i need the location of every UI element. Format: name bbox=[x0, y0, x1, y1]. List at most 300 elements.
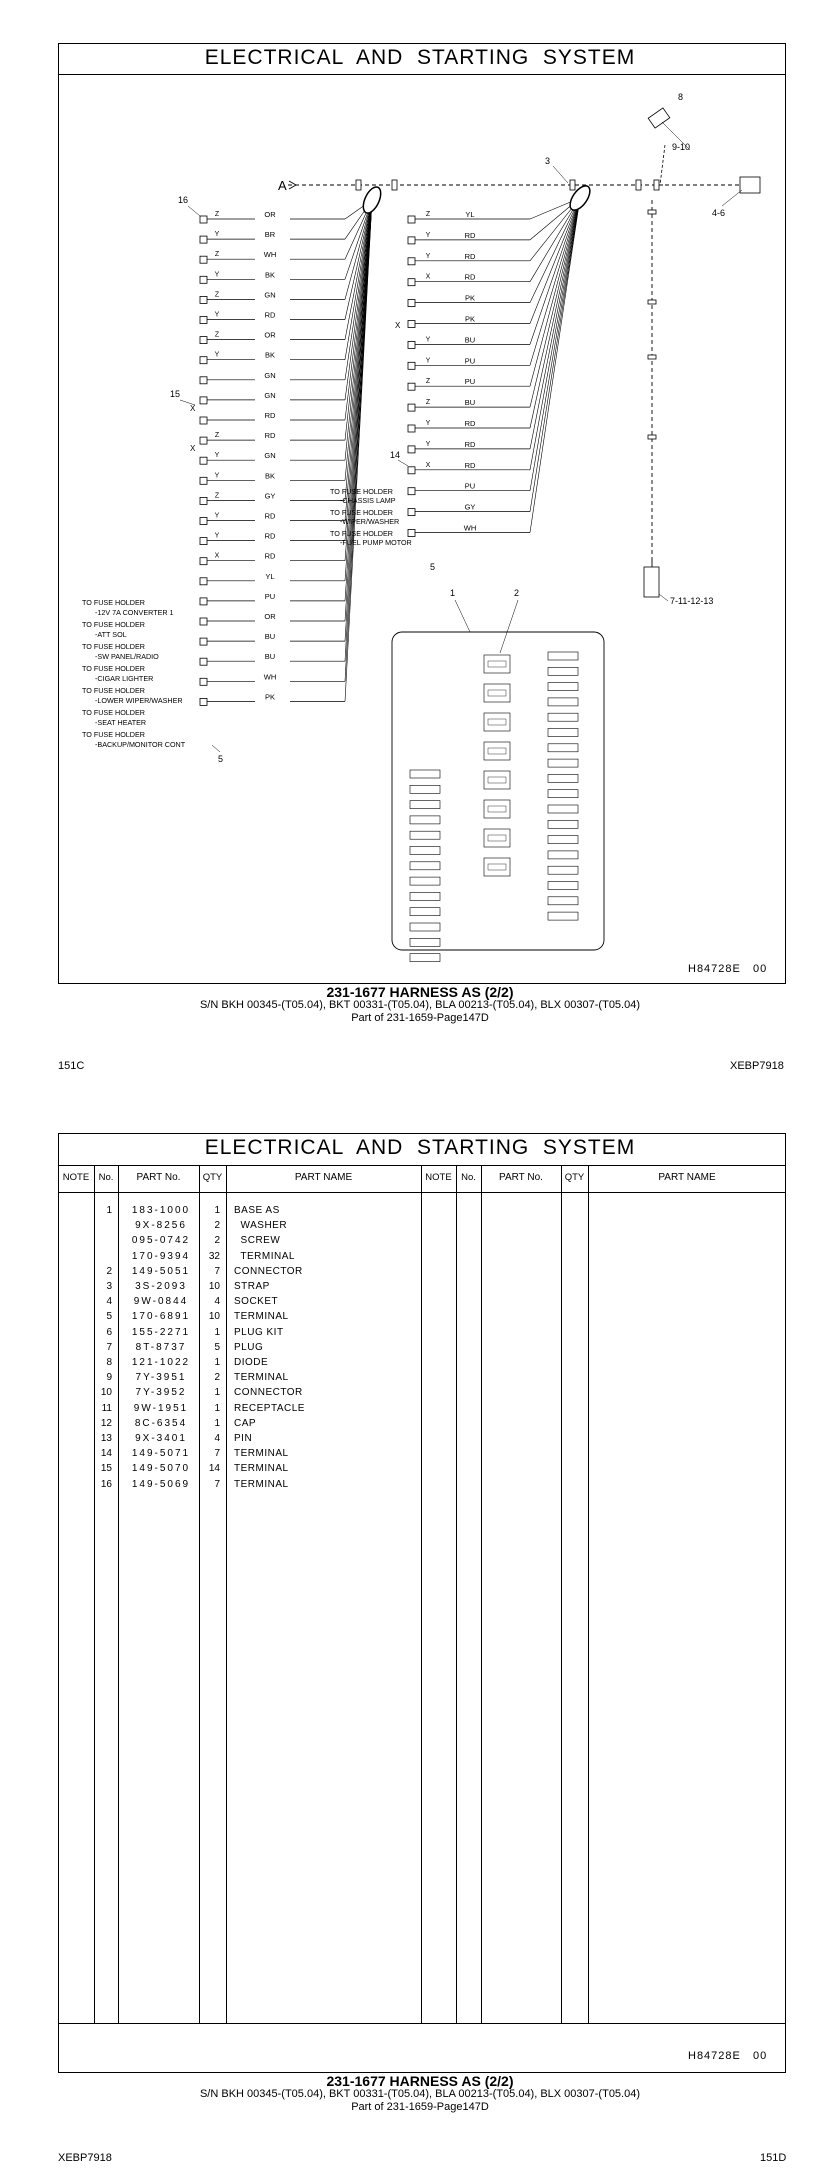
item-number: 9 bbox=[106, 1372, 112, 1384]
connector-type: Y bbox=[214, 311, 220, 319]
header-qty-2: QTY bbox=[564, 1172, 585, 1183]
parts-caption-part-of: Part of 231-1659-Page147D bbox=[351, 2101, 489, 2113]
wire-fan bbox=[530, 198, 580, 470]
wire-color-code: PU bbox=[464, 377, 476, 387]
part-number: 9X-8256 bbox=[135, 1220, 187, 1232]
plug-connector-7 bbox=[644, 567, 659, 597]
part-name: TERMINAL bbox=[234, 1463, 289, 1475]
terminal-connector bbox=[200, 437, 207, 444]
header-note-2: NOTE bbox=[425, 1172, 452, 1183]
terminal-connector bbox=[408, 237, 415, 244]
part-name: DIODE bbox=[234, 1357, 269, 1368]
strap-clip bbox=[356, 180, 361, 190]
wire-color-code: PU bbox=[464, 356, 476, 366]
wire-color-code: BU bbox=[464, 398, 476, 408]
part-name: TERMINAL bbox=[234, 1478, 289, 1490]
fuse-holder-label: -FUEL PUMP MOTOR bbox=[340, 538, 412, 547]
title-divider-2 bbox=[58, 1165, 786, 1166]
terminal-connector bbox=[200, 658, 207, 665]
connector-type: Y bbox=[214, 512, 220, 520]
wire-color-code: RD bbox=[264, 431, 276, 441]
connector-type: Y bbox=[425, 231, 431, 239]
quantity: 2 bbox=[214, 1235, 220, 1247]
fuse bbox=[410, 954, 440, 962]
fuse-slot bbox=[488, 806, 506, 812]
wire-color-code: OR bbox=[264, 612, 276, 621]
part-name: TERMINAL bbox=[234, 1448, 289, 1460]
quantity: 7 bbox=[214, 1448, 220, 1460]
fuse bbox=[548, 683, 578, 691]
wire-color-code: PU bbox=[264, 591, 276, 601]
item-number: 6 bbox=[106, 1326, 112, 1338]
fuse bbox=[410, 908, 440, 916]
quantity: 1 bbox=[214, 1326, 220, 1338]
connector-type: Y bbox=[214, 351, 220, 359]
fuse-slot bbox=[488, 690, 506, 696]
strap-clip bbox=[648, 355, 656, 359]
wire-color-code: PK bbox=[464, 314, 476, 324]
caption-part-of: Part of 231-1659-Page147D bbox=[351, 1012, 489, 1024]
diode-lead bbox=[660, 145, 665, 185]
callout-5-mid: 5 bbox=[430, 562, 436, 572]
fuse bbox=[548, 744, 578, 752]
terminal-connector bbox=[408, 425, 415, 432]
part-number: 9X-3401 bbox=[135, 1433, 187, 1444]
callout-16: 16 bbox=[178, 195, 189, 205]
caption-block bbox=[0, 986, 840, 1025]
wire-bundle bbox=[360, 184, 385, 215]
terminal-connector bbox=[200, 397, 207, 404]
fuse-holder-label: TO FUSE HOLDER bbox=[82, 730, 145, 739]
fuse-holder-label: TO FUSE HOLDER bbox=[82, 598, 145, 607]
fuse-holder-label: -CHASSIS LAMP bbox=[340, 496, 396, 505]
fuse-holder-label: -12V 7A CONVERTER 1 bbox=[95, 608, 174, 617]
wire-color-code: RD bbox=[264, 531, 276, 541]
connector-type: Y bbox=[214, 271, 220, 279]
fuse-slot bbox=[488, 719, 506, 725]
connector-type: X bbox=[425, 273, 431, 281]
part-number: 149-5051 bbox=[131, 1265, 191, 1277]
fuse-holder-label: -CIGAR LIGHTER bbox=[95, 674, 154, 683]
wire-color-code: YL bbox=[265, 571, 275, 581]
wire-color-code: PU bbox=[464, 481, 476, 491]
fuse-slot bbox=[488, 748, 506, 754]
col-line bbox=[456, 1165, 457, 2023]
col-line bbox=[561, 1165, 562, 2023]
fuse-holder-label: -BACKUP/MONITOR CONT bbox=[95, 740, 186, 749]
wire-fan bbox=[530, 198, 580, 512]
fuse bbox=[410, 801, 440, 809]
callout-5-left: 5 bbox=[218, 754, 224, 764]
strap-clip bbox=[648, 210, 656, 214]
fuse bbox=[548, 729, 578, 737]
quantity: 10 bbox=[208, 1281, 220, 1292]
wire-color-code: GN bbox=[264, 390, 276, 400]
fuse-holder-label: TO FUSE HOLDER bbox=[82, 686, 145, 695]
page-title: ELECTRICAL AND STARTING SYSTEM bbox=[204, 46, 636, 69]
terminal-connector bbox=[200, 276, 207, 283]
quantity: 7 bbox=[214, 1265, 220, 1277]
callout-8: 8 bbox=[678, 92, 684, 102]
strap-clip bbox=[648, 300, 656, 304]
terminal-connector bbox=[200, 638, 207, 645]
quantity: 32 bbox=[208, 1250, 220, 1262]
quantity: 10 bbox=[208, 1311, 220, 1323]
callout-3: 3 bbox=[545, 156, 551, 166]
terminal-connector bbox=[200, 618, 207, 625]
wire-color-code: BK bbox=[264, 471, 276, 481]
parts-page-title: ELECTRICAL AND STARTING SYSTEM bbox=[204, 1136, 636, 1159]
fuse bbox=[548, 805, 578, 813]
part-number: 170-9394 bbox=[131, 1250, 191, 1262]
connector-type: Z bbox=[214, 331, 220, 339]
fuse bbox=[548, 652, 578, 660]
connector-x-label: X bbox=[190, 444, 196, 453]
leader bbox=[455, 600, 470, 632]
terminal-connector bbox=[408, 383, 415, 390]
parts-caption-serials: S/N BKH 00345-(T05.04), BKT 00331-(T05.04), BLA 00213-(T05.04), BLX 00307-(T05.04) bbox=[199, 2088, 641, 2100]
terminal-connector bbox=[200, 558, 207, 565]
part-number: 8C-6354 bbox=[134, 1417, 188, 1429]
leader bbox=[553, 166, 568, 183]
connector-type: X bbox=[425, 461, 431, 469]
connector-type: Y bbox=[214, 452, 220, 460]
terminal-connector bbox=[200, 377, 207, 384]
parts-caption-block bbox=[0, 2075, 840, 2114]
fuse-holder-label: -LOWER WIPER/WASHER bbox=[95, 696, 183, 705]
terminal-connector bbox=[200, 538, 207, 545]
diode bbox=[648, 108, 670, 128]
wire-fan bbox=[530, 198, 580, 428]
connector-type: Z bbox=[425, 211, 431, 218]
connector-type: Z bbox=[425, 378, 431, 386]
fuse-holder-label: -SEAT HEATER bbox=[95, 718, 147, 727]
item-number: 4 bbox=[106, 1296, 112, 1308]
quantity: 1 bbox=[214, 1402, 220, 1414]
part-number: 9W-1951 bbox=[133, 1402, 189, 1414]
fuse-slot bbox=[488, 777, 506, 783]
fuse bbox=[410, 831, 440, 839]
part-number: 183-1000 bbox=[131, 1205, 191, 1216]
item-number: 11 bbox=[101, 1402, 112, 1414]
fuse-holder-label: TO FUSE HOLDER bbox=[330, 529, 393, 538]
part-number: 095-0742 bbox=[131, 1235, 191, 1247]
wire-color-code: BU bbox=[264, 652, 276, 662]
part-name: PLUG KIT bbox=[234, 1326, 284, 1338]
parts-caption-title: 231-1677 HARNESS AS (2/2) bbox=[326, 2073, 514, 2089]
fuse bbox=[410, 847, 440, 855]
connector-type: Z bbox=[214, 291, 220, 299]
part-number: 149-5071 bbox=[131, 1448, 191, 1460]
connector-x-label: X bbox=[190, 404, 196, 413]
wire-color-code: BK bbox=[264, 270, 276, 280]
fuse-slot bbox=[488, 864, 506, 870]
fuse bbox=[548, 897, 578, 905]
leader bbox=[659, 594, 668, 601]
wire-color-code: RD bbox=[464, 419, 476, 428]
part-number: 149-5069 bbox=[131, 1478, 191, 1490]
col-line bbox=[481, 1165, 482, 2023]
wire-color-code: WH bbox=[463, 523, 477, 533]
strap-clip bbox=[570, 180, 575, 190]
part-name: PLUG bbox=[234, 1341, 264, 1353]
terminal-connector bbox=[200, 678, 207, 685]
fuse bbox=[548, 790, 578, 798]
fuse-holder-label: TO FUSE HOLDER bbox=[330, 487, 393, 496]
fuse bbox=[410, 816, 440, 824]
quantity: 4 bbox=[214, 1433, 220, 1444]
quantity: 1 bbox=[214, 1205, 220, 1216]
wire-fan bbox=[345, 200, 372, 701]
fuse bbox=[548, 882, 578, 890]
part-number: 9W-0844 bbox=[133, 1296, 189, 1308]
wire-color-code: GN bbox=[264, 451, 276, 461]
wire-fan bbox=[530, 198, 580, 303]
terminal-connector bbox=[408, 321, 415, 328]
part-number: 7Y-3952 bbox=[135, 1387, 187, 1399]
connector-type: Z bbox=[425, 399, 431, 407]
socket-4-6 bbox=[740, 177, 760, 193]
terminal-connector bbox=[200, 296, 207, 303]
header-part-name-2: PART NAME bbox=[658, 1172, 716, 1183]
parts-page-left: XEBP7918 bbox=[58, 2152, 112, 2164]
leader bbox=[722, 190, 742, 206]
header-no-2: No. bbox=[461, 1172, 476, 1183]
wire-fan bbox=[530, 198, 580, 365]
part-number: 149-5070 bbox=[131, 1463, 191, 1475]
strap-clip bbox=[648, 435, 656, 439]
item-number: 13 bbox=[100, 1433, 112, 1444]
wire-fan bbox=[530, 198, 580, 386]
part-number: 121-1022 bbox=[131, 1357, 191, 1368]
fuse-holder-label: -WIPER/WASHER bbox=[340, 517, 400, 526]
part-number: 7Y-3951 bbox=[135, 1372, 187, 1384]
fuse bbox=[548, 851, 578, 859]
col-line bbox=[421, 1165, 422, 2023]
fuse bbox=[548, 759, 578, 767]
wire-fan bbox=[530, 198, 580, 324]
header-part-no-2: PART No. bbox=[499, 1172, 543, 1183]
fuse bbox=[410, 785, 440, 793]
fuse-slot bbox=[488, 835, 506, 841]
header-no: No. bbox=[98, 1172, 114, 1183]
strap-clip bbox=[636, 180, 641, 190]
part-number: 8T-8737 bbox=[135, 1341, 187, 1353]
item-number: 15 bbox=[100, 1463, 112, 1475]
wire-color-code: BR bbox=[264, 230, 276, 240]
item-number: 14 bbox=[100, 1448, 112, 1460]
part-name: SCREW bbox=[234, 1235, 281, 1247]
col-line bbox=[226, 1165, 227, 2023]
fuse bbox=[410, 923, 440, 931]
wire-fan bbox=[530, 198, 580, 491]
wire-color-code: BU bbox=[264, 632, 276, 642]
connector-type: Y bbox=[425, 336, 431, 344]
item-number: 1 bbox=[106, 1205, 112, 1216]
col-line bbox=[588, 1165, 589, 2023]
part-name: CONNECTOR bbox=[234, 1387, 303, 1399]
document-code-right: XEBP7918 bbox=[730, 1060, 784, 1072]
terminal-connector bbox=[408, 341, 415, 348]
terminal-connector bbox=[200, 477, 207, 484]
callout-2: 2 bbox=[514, 588, 520, 598]
fuse bbox=[548, 912, 578, 920]
part-number: 155-2271 bbox=[131, 1326, 191, 1338]
terminal-connector bbox=[408, 216, 415, 223]
terminal-connector bbox=[200, 417, 207, 424]
header-part-no: PART No. bbox=[136, 1172, 181, 1183]
connector-type: Z bbox=[214, 492, 220, 500]
connector-type: Y bbox=[214, 231, 220, 239]
fuse-holder-label: -SW PANEL/RADIO bbox=[95, 652, 159, 661]
view-label-a: A bbox=[278, 178, 287, 193]
wire-color-code: RD bbox=[464, 439, 476, 449]
terminal-connector bbox=[408, 362, 415, 369]
wire-color-code: GN bbox=[264, 290, 276, 300]
part-name: TERMINAL bbox=[234, 1311, 289, 1323]
connector-type: Z bbox=[214, 432, 220, 440]
terminal-connector bbox=[408, 279, 415, 286]
part-number: 3S-2093 bbox=[135, 1281, 187, 1292]
fuse bbox=[410, 862, 440, 870]
fuse bbox=[410, 877, 440, 885]
wire-color-code: PK bbox=[264, 692, 276, 702]
terminal-connector bbox=[200, 497, 207, 504]
wiring-diagram bbox=[0, 0, 840, 990]
wire-color-code: PK bbox=[464, 293, 476, 303]
item-number: 3 bbox=[106, 1281, 112, 1292]
fuse bbox=[548, 698, 578, 706]
parts-page-right: 151D bbox=[760, 2152, 787, 2164]
item-number: 12 bbox=[100, 1417, 112, 1429]
wire-color-code: GY bbox=[464, 502, 476, 512]
caption-serials: S/N BKH 00345-(T05.04), BKT 00331-(T05.04), BLA 00213-(T05.04), BLX 00307-(T05.04) bbox=[199, 999, 641, 1011]
item-number: 5 bbox=[106, 1311, 112, 1323]
terminal-connector bbox=[200, 317, 207, 324]
leader bbox=[212, 745, 220, 752]
fuse bbox=[548, 713, 578, 721]
wire-color-code: OR bbox=[264, 330, 276, 340]
item-number: 16 bbox=[100, 1478, 112, 1490]
fuse bbox=[548, 820, 578, 828]
strap-clip bbox=[654, 180, 659, 190]
connector-type: Y bbox=[214, 532, 220, 540]
connector-type: Y bbox=[214, 472, 220, 480]
fuse-holder-label: -ATT SOL bbox=[95, 630, 127, 639]
wire-color-code: OR bbox=[264, 210, 276, 219]
quantity: 1 bbox=[214, 1387, 220, 1399]
terminal-connector bbox=[408, 258, 415, 265]
fuse bbox=[410, 892, 440, 900]
fuse-slot bbox=[488, 661, 506, 667]
fuse-holder-label: TO FUSE HOLDER bbox=[82, 664, 145, 673]
page-number-left: 151C bbox=[58, 1060, 85, 1072]
wire-color-code: RD bbox=[264, 411, 276, 420]
wire-color-code: RD bbox=[464, 460, 476, 470]
item-number: 2 bbox=[106, 1265, 112, 1277]
wire-color-code: RD bbox=[264, 511, 276, 521]
quantity: 1 bbox=[214, 1417, 220, 1429]
wire-color-code: RD bbox=[464, 230, 476, 240]
connector-type: Z bbox=[214, 211, 220, 218]
callout-7-11-12-13: 7-11-12-13 bbox=[670, 596, 714, 606]
fuse bbox=[410, 938, 440, 946]
item-number: 8 bbox=[106, 1357, 112, 1368]
connector-type: Y bbox=[425, 440, 431, 448]
wire-fan bbox=[530, 198, 580, 533]
part-number: 170-6891 bbox=[131, 1311, 191, 1323]
connector-type: X bbox=[214, 552, 220, 560]
part-name: SOCKET bbox=[234, 1296, 279, 1308]
strap-clip bbox=[392, 180, 397, 190]
terminal-connector bbox=[200, 216, 207, 223]
connector-type: Z bbox=[214, 251, 220, 259]
quantity: 4 bbox=[214, 1296, 220, 1308]
header-note: NOTE bbox=[62, 1172, 90, 1183]
terminal-connector bbox=[408, 467, 415, 474]
part-name: TERMINAL bbox=[234, 1372, 289, 1384]
part-name: STRAP bbox=[234, 1281, 270, 1292]
item-number: 10 bbox=[100, 1387, 112, 1399]
terminal-connector bbox=[408, 446, 415, 453]
header-divider bbox=[58, 1192, 786, 1193]
part-name: TERMINAL bbox=[234, 1250, 295, 1262]
fuse bbox=[548, 836, 578, 844]
fuse-holder-label: TO FUSE HOLDER bbox=[330, 508, 393, 517]
quantity: 5 bbox=[214, 1341, 220, 1353]
part-name: CONNECTOR bbox=[234, 1265, 303, 1277]
fuse bbox=[548, 667, 578, 675]
wire-color-code: RD bbox=[264, 551, 276, 561]
terminal-connector bbox=[200, 578, 207, 585]
wire-color-code: RD bbox=[464, 272, 476, 282]
connector-type: Y bbox=[425, 420, 431, 427]
callout-4-6: 4-6 bbox=[712, 208, 726, 218]
terminal-connector bbox=[200, 357, 207, 364]
terminal-connector bbox=[200, 256, 207, 263]
terminal-connector bbox=[408, 530, 415, 537]
quantity: 2 bbox=[214, 1372, 220, 1384]
terminal-connector bbox=[200, 236, 207, 243]
wire-color-code: GN bbox=[264, 370, 276, 380]
wire-color-code: BK bbox=[264, 350, 276, 360]
wire-fan bbox=[530, 198, 580, 449]
parts-figure-code: H84728E 00 bbox=[688, 2050, 768, 2062]
wire-color-code: WH bbox=[263, 250, 277, 260]
footer-divider bbox=[58, 2023, 786, 2024]
leader bbox=[398, 460, 408, 466]
terminal-connector bbox=[408, 509, 415, 516]
wire-color-code: GY bbox=[264, 491, 276, 501]
connector-x-label: X bbox=[395, 321, 401, 330]
wire-color-code: RD bbox=[264, 310, 276, 320]
terminal-connector bbox=[200, 698, 207, 705]
wire-color-code: BU bbox=[464, 335, 476, 345]
part-name: PIN bbox=[234, 1433, 253, 1444]
terminal-connector bbox=[200, 457, 207, 464]
callout-15: 15 bbox=[170, 389, 181, 399]
part-name: WASHER bbox=[234, 1220, 288, 1232]
fuse-holder-label: TO FUSE HOLDER bbox=[82, 642, 145, 651]
callout-14: 14 bbox=[390, 450, 401, 460]
terminal-connector bbox=[200, 337, 207, 344]
quantity: 1 bbox=[214, 1357, 220, 1368]
fuse bbox=[548, 866, 578, 874]
quantity: 7 bbox=[214, 1478, 220, 1490]
part-name: RECEPTACLE bbox=[234, 1402, 305, 1414]
caption-title: 231-1677 HARNESS AS (2/2) bbox=[326, 984, 514, 1000]
fuse-holder-label: TO FUSE HOLDER bbox=[82, 620, 145, 629]
